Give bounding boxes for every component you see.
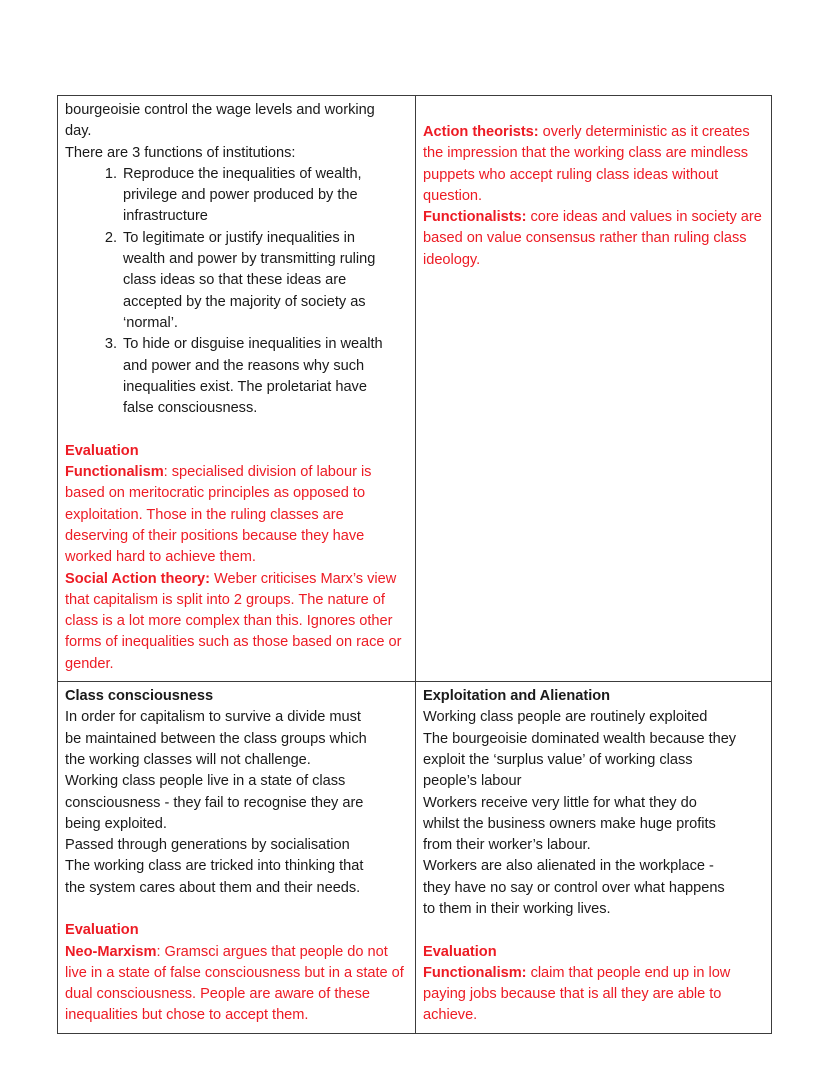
- spacer: [423, 920, 764, 941]
- evaluation-body: specialised division of labour is based on meritocratic principles as opposed to exploitation. Those in the ruling classes are deserving of their positions because they have worked hard to achieve them.: [65, 464, 372, 566]
- list-marker: 2.: [104, 229, 117, 246]
- text-line: accepted by the majority of society as: [123, 293, 366, 310]
- list-item: [65, 334, 408, 419]
- evaluation-entry: [65, 462, 408, 568]
- text-line: people’s labour: [423, 773, 522, 790]
- text-line: Working class people are routinely exploited: [423, 709, 708, 726]
- evaluation-body: Weber criticises Marx’s view that capitalism is split into 2 groups. The nature of class is a lot more complex than this. Ignores other forms of inequalities such as those based on race or gender.: [65, 570, 402, 672]
- list-item: [65, 228, 408, 334]
- cell-class-consciousness: [58, 682, 416, 1034]
- spacer: [65, 419, 408, 440]
- evaluation-entry: [65, 569, 408, 675]
- text-line: exploit the ‘surplus value’ of working class: [423, 751, 693, 768]
- cell-content: [423, 100, 764, 271]
- evaluation-heading: Evaluation: [65, 922, 139, 939]
- section-heading: Exploitation and Alienation: [423, 688, 611, 705]
- text-line: to them in their working lives.: [423, 900, 611, 917]
- text-line: false consciousness.: [123, 400, 258, 417]
- evaluation-separator: :: [163, 464, 172, 481]
- text-line: privilege and power produced by the: [123, 187, 358, 204]
- text-line: the working classes will not challenge.: [65, 751, 311, 768]
- intro-lines: [65, 100, 408, 164]
- cell-criticisms: [416, 96, 772, 682]
- evaluation-lead: Neo-Marxism: [65, 943, 157, 960]
- evaluation-lead: Action theorists:: [423, 124, 539, 140]
- text-line: consciousness - they fail to recognise they are: [65, 794, 364, 811]
- cell-content: [423, 686, 764, 1027]
- text-line: Passed through generations by socialisation: [65, 837, 350, 854]
- evaluation-lead: Functionalism: [65, 464, 164, 481]
- evaluation-lead: Functionalists:: [423, 209, 527, 226]
- text-line: There are 3 functions of institutions:: [65, 144, 296, 161]
- cell-content: [65, 100, 408, 675]
- functions-of-institutions-list: [65, 164, 408, 420]
- text-line: Workers are also alienated in the workplace -: [423, 858, 714, 875]
- cell-marxism-institutions: [58, 96, 416, 682]
- evaluation-separator: :: [156, 943, 165, 960]
- text-line: day.: [65, 123, 92, 140]
- cell-content: [65, 686, 408, 1027]
- notes-table: [57, 95, 772, 1034]
- text-line: be maintained between the class groups which: [65, 730, 367, 747]
- text-line: from their worker’s labour.: [423, 837, 591, 854]
- evaluation-entry: [65, 942, 408, 1027]
- text-line: To hide or disguise inequalities in wealth: [123, 336, 383, 353]
- evaluation-heading: Evaluation: [65, 442, 139, 459]
- text-line: Working class people live in a state of class: [65, 773, 346, 790]
- cell-exploitation-alienation: [416, 682, 772, 1034]
- text-line: being exploited.: [65, 815, 167, 832]
- evaluation-heading: Evaluation: [423, 943, 497, 960]
- evaluation-entry: [423, 122, 764, 207]
- text-line: class ideas so that these ideas are: [123, 272, 347, 289]
- text-line: infrastructure: [123, 208, 208, 225]
- text-line: Workers receive very little for what they do: [423, 794, 697, 811]
- text-line: whilst the business owners make huge profits: [423, 815, 716, 832]
- text-line: The bourgeoisie dominated wealth because they: [423, 730, 737, 747]
- text-line: bourgeoisie control the wage levels and working: [65, 102, 375, 118]
- text-line: To legitimate or justify inequalities in: [123, 229, 356, 246]
- evaluation-body: core ideas and values in society are based on value consensus rather than ruling class ideology.: [423, 209, 762, 268]
- evaluation-body: overly deterministic as it creates the impression that the working class are mindless puppets who accept ruling class ideas without question.: [423, 124, 750, 204]
- text-line: and power and the reasons why such: [123, 357, 365, 374]
- section-heading: Class consciousness: [65, 688, 214, 705]
- evaluation-body: claim that people end up in low paying jobs because that is all they are able to achieve.: [423, 964, 731, 1024]
- text-line: inequalities exist. The proletariat have: [123, 378, 367, 395]
- text-line: the system cares about them and their needs.: [65, 879, 361, 896]
- text-line: The working class are tricked into thinking that: [65, 858, 364, 875]
- list-marker: 1.: [104, 165, 117, 182]
- evaluation-entry: [423, 207, 764, 271]
- list-item: [65, 164, 408, 228]
- table-row: [58, 682, 772, 1034]
- evaluation-lead: Social Action theory:: [65, 570, 210, 587]
- list-marker: 3.: [104, 336, 117, 353]
- evaluation-body: Gramsci argues that people do not live in a state of false consciousness but in a state of dual consciousness. People are aware of these inequalities but chose to accept them.: [65, 943, 404, 1024]
- evaluation-lead: Functionalism:: [423, 964, 527, 981]
- text-line: In order for capitalism to survive a divide must: [65, 709, 361, 726]
- spacer: [65, 899, 408, 920]
- text-line: wealth and power by transmitting ruling: [123, 251, 376, 268]
- text-line: they have no say or control over what happens: [423, 879, 725, 896]
- table-row: [58, 96, 772, 682]
- evaluation-entry: [423, 963, 764, 1027]
- text-line: Reproduce the inequalities of wealth,: [123, 165, 362, 182]
- text-line: ‘normal’.: [123, 314, 178, 331]
